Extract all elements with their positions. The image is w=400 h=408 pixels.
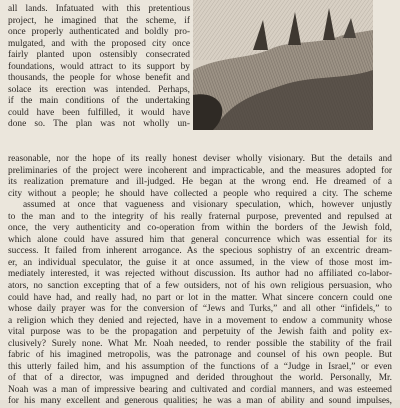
text-line: vital purpose was to be the propagation and perpetuity of the Jewish faith and polity ex- — [8, 327, 392, 338]
text-line: project, he imagined that the scheme, if — [8, 15, 190, 26]
text-line: could have been fulfilled, it would have — [8, 107, 190, 118]
illustration-drawing — [193, 0, 373, 130]
text-line: city without a people; he should have collected a people who required a city. The scheme — [8, 188, 392, 199]
text-line: its realization premature and ill-judged. He began at the wrong end. He dreamed of a — [8, 177, 392, 188]
text-line: which alone could have assured him that general concurrence which was essential for its — [8, 234, 392, 245]
text-line: success. It failed from inherent arrogance. As the specious sophistry of an excentric dream- — [8, 246, 392, 257]
text-line: reasonable, nor the hope of its really honest deviser wholly visionary. But the details and — [8, 154, 392, 164]
text-line: mulgated, and with the proposed city once — [8, 38, 190, 49]
text-line: for his many excellent and generous qualities; he was a man of ability and sound impulses, — [8, 396, 392, 407]
text-line: thousands, the people for whose benefit and — [8, 73, 190, 84]
narrow-column-text — [8, 4, 190, 131]
text-line: this utterly failed him, and his assumption of the functions of a “Judge in Israel,” or even — [8, 361, 392, 372]
text-line: of that of a director, was impugned and derided throughout the world. Personally, Mr. — [8, 373, 392, 384]
text-line: once, the very authenticity and co-operation from within the borders of the Jewish fold, — [8, 223, 392, 234]
text-line: could have had, and really had, no part or lot in the matter. What sincere concern could one — [8, 292, 392, 303]
text-line: ators, no sanction excepting that of a few outsiders, not of his own religious persuasion, who — [8, 281, 392, 292]
text-line: er, an individual speculator, the guise it at once assumed, in the view of those most im- — [8, 257, 392, 268]
text-line: clusively? Surely none. What Mr. Noah needed, to render possible the stability of the frail — [8, 338, 392, 349]
text-line: whose daily prayer was for the conversion of “Jews and Turks,” and all other “infidels,” to — [8, 304, 392, 315]
text-line: done so. The plan was not wholly un- — [8, 119, 190, 130]
text-line: once properly authenticated and boldly pro- — [8, 27, 190, 38]
text-line: preliminaries of the project were incoherent and impracticable, and the measures adopted for — [8, 165, 392, 176]
text-line: solace its erection was intended. Perhaps, — [8, 84, 190, 95]
text-line: to the man and to the integrity of his really fraternal purpose, prevented and repulsed at — [8, 211, 392, 222]
text-line: all lands. Infatuated with this pretentious — [8, 4, 190, 14]
text-line: if the main conditions of the undertaking — [8, 96, 190, 107]
engraved-landscape-illustration — [193, 0, 373, 130]
text-line: assumed at once that vagueness and visionary speculation, which, however unjustly — [23, 200, 392, 211]
full-width-text — [8, 154, 392, 408]
text-line: fairly planted upon ostensibly consecrated — [8, 50, 190, 61]
text-line: foundations, would attract to its support by — [8, 61, 190, 72]
text-line: a religion which they denied and rejected, have in a movement to endow a community whose — [8, 315, 392, 326]
text-line: mediately interested, it was rejected without discussion. Its author had no affiliated co-labor- — [8, 269, 392, 280]
text-line: fabric of his imagined metropolis, was the patronage and counsel of his own people. But — [8, 350, 392, 361]
text-line: Noah was a man of impressive bearing and cultivated and cordial manners, and was esteemed — [8, 384, 392, 395]
